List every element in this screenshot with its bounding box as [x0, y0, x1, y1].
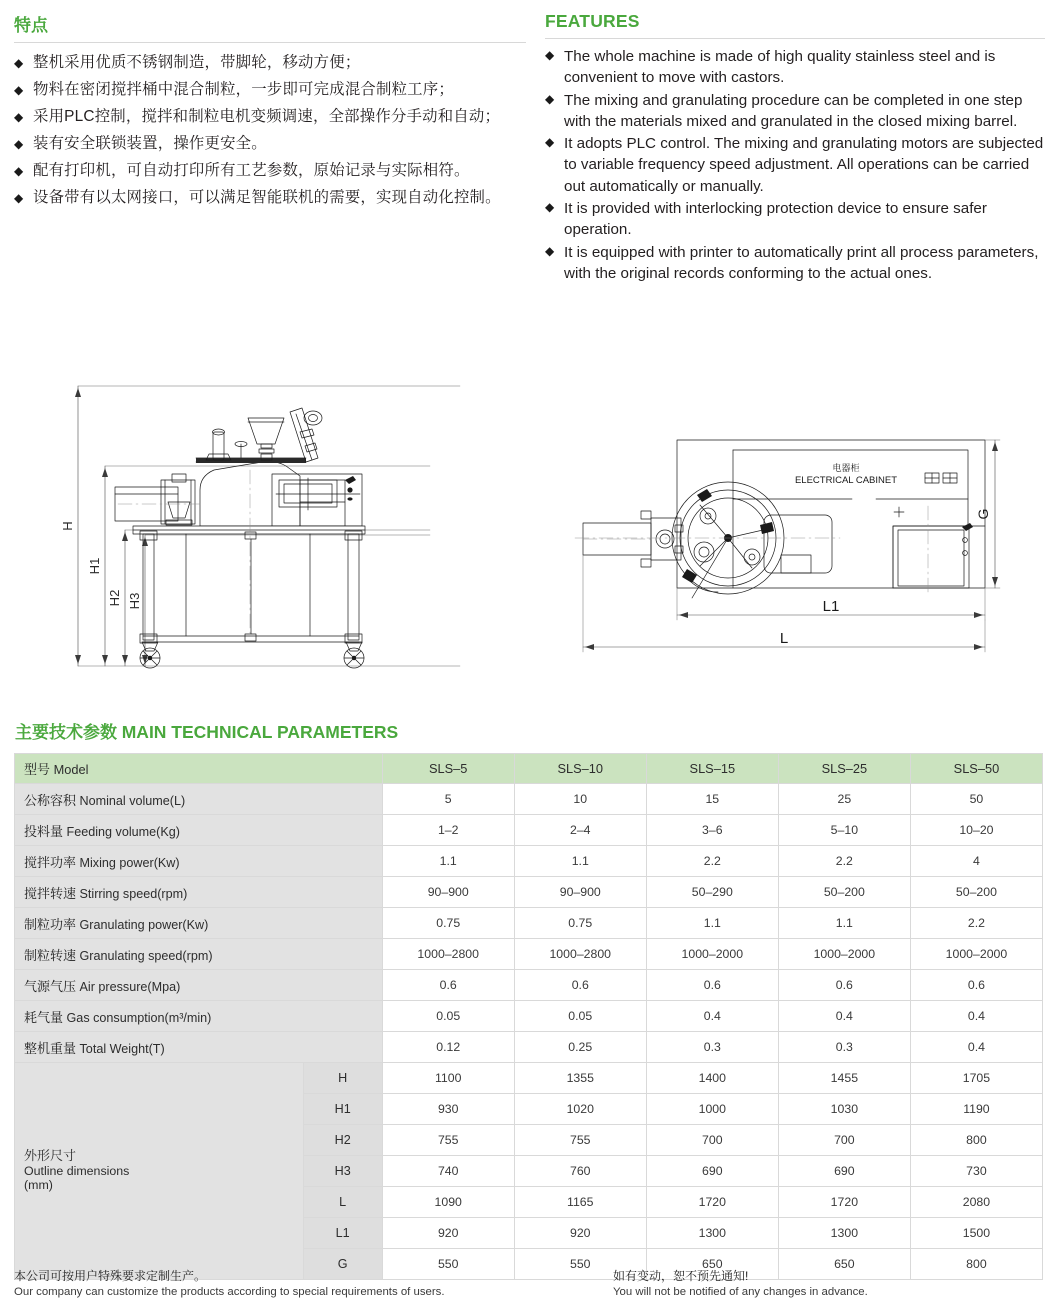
- row-label: [15, 846, 383, 877]
- row-label-cn: 整机重量: [24, 1040, 77, 1056]
- table-row: [15, 846, 1043, 877]
- cell: 1.1: [514, 846, 646, 877]
- table-title: [15, 718, 398, 743]
- dimension-row-name: H1: [303, 1094, 382, 1125]
- list-item: [545, 46, 1045, 89]
- cell: 50–200: [778, 877, 910, 908]
- dimension-row-name: G: [303, 1249, 382, 1280]
- cell: 1–2: [382, 815, 514, 846]
- dimension-row-name: L: [303, 1187, 382, 1218]
- cell: 90–900: [514, 877, 646, 908]
- table-row: [15, 1032, 1043, 1063]
- outline-dimensions-en: Outline dimensions: [24, 1163, 130, 1178]
- cell: 15: [646, 784, 778, 815]
- cell: 0.4: [646, 1001, 778, 1032]
- table-row: [15, 1001, 1043, 1032]
- cell: 50–290: [646, 877, 778, 908]
- row-label: [15, 970, 383, 1001]
- cell: 25: [778, 784, 910, 815]
- cell: 10–20: [910, 815, 1042, 846]
- cell: 1000–2000: [778, 939, 910, 970]
- row-label-cn: 公称容积: [24, 792, 77, 808]
- row-label-en: Total Weight(T): [79, 1041, 165, 1056]
- table-row: [15, 815, 1043, 846]
- cell: 1000–2800: [382, 939, 514, 970]
- row-label-cn: 制粒转速: [24, 947, 77, 963]
- cell: 0.3: [646, 1032, 778, 1063]
- list-item-text: 配有打印机，可自动打印所有工艺参数，原始记录与实际相符。: [33, 162, 470, 179]
- list-item-text: It is provided with interlocking protection device to ensure safer operation.: [564, 200, 987, 239]
- cell: 1.1: [646, 908, 778, 939]
- header-model-label-cn: 型号: [24, 762, 51, 777]
- cell: 2.2: [910, 908, 1042, 939]
- list-item-text: 物料在密闭搅拌桶中混合制粒，一步即可完成混合制粒工序；: [33, 81, 454, 98]
- cell: 90–900: [382, 877, 514, 908]
- cell: 5–10: [778, 815, 910, 846]
- list-item-text: It adopts PLC control. The mixing and granulating motors are subjected to variable frequency speed adjustment. All operations can be carried out automatically or manually.: [564, 135, 1044, 195]
- cell: 800: [910, 1125, 1042, 1156]
- cell: 1720: [778, 1187, 910, 1218]
- cell: 1300: [646, 1218, 778, 1249]
- list-item: [545, 90, 1045, 133]
- cell: 0.4: [778, 1001, 910, 1032]
- cell: 690: [778, 1156, 910, 1187]
- row-label-en: Air pressure(Mpa): [79, 979, 181, 994]
- row-label-en: Granulating power(Kw): [79, 917, 209, 932]
- row-label: [15, 908, 383, 939]
- row-label-en: Mixing power(Kw): [79, 855, 180, 870]
- cell: 1000–2000: [646, 939, 778, 970]
- diamond-bullet-icon: ◆: [14, 56, 24, 70]
- cell: 0.75: [514, 908, 646, 939]
- footer-right: [613, 1268, 868, 1300]
- technical-drawings: [0, 370, 1057, 700]
- diamond-bullet-icon: ◆: [545, 135, 555, 150]
- row-label-en: Gas consumption(m³/min): [66, 1010, 212, 1025]
- cell: 0.05: [514, 1001, 646, 1032]
- cell: 740: [382, 1156, 514, 1187]
- technical-drawings-svg: [0, 370, 1057, 700]
- cell: 1400: [646, 1063, 778, 1094]
- cell: 0.6: [382, 970, 514, 1001]
- cell: 1.1: [778, 908, 910, 939]
- cell: 1190: [910, 1094, 1042, 1125]
- cell: 1720: [646, 1187, 778, 1218]
- cell: 1.1: [382, 846, 514, 877]
- row-label: [15, 1001, 383, 1032]
- cell: 50: [910, 784, 1042, 815]
- cell: 10: [514, 784, 646, 815]
- electrical-cabinet-label-en: ELECTRICAL CABINET: [794, 475, 898, 486]
- row-label-cn: 搅拌转速: [24, 885, 77, 901]
- cell: 4: [910, 846, 1042, 877]
- side-elevation-drawing: [75, 386, 460, 668]
- row-label-en: Stirring speed(rpm): [79, 886, 188, 901]
- diamond-bullet-icon: ◆: [545, 91, 555, 106]
- diamond-bullet-icon: ◆: [14, 83, 24, 97]
- cell: 1100: [382, 1063, 514, 1094]
- list-item: [545, 133, 1045, 197]
- outline-dimensions-cn: 外形尺寸: [24, 1148, 77, 1164]
- footer-right-cn: 如有变动，恕不预先通知!: [613, 1269, 749, 1283]
- features-english-list: [545, 39, 1045, 284]
- column-header-model: SLS–5: [382, 754, 514, 784]
- header-model-label-en: Model: [53, 762, 89, 777]
- dimension-label-G: G: [975, 508, 991, 520]
- cell: 2.2: [646, 846, 778, 877]
- cell: 5: [382, 784, 514, 815]
- list-item-text: It is equipped with printer to automatically print all process parameters, with the original records conforming to the actual ones.: [564, 243, 1039, 282]
- diamond-bullet-icon: ◆: [14, 110, 24, 124]
- row-label: [15, 939, 383, 970]
- cell: 3–6: [646, 815, 778, 846]
- row-label: [15, 877, 383, 908]
- table-row: [15, 877, 1043, 908]
- row-label-en: Nominal volume(L): [79, 793, 186, 808]
- list-item-text: 整机采用优质不锈钢制造，带脚轮，移动方便；: [33, 54, 361, 71]
- row-label: [15, 784, 383, 815]
- footer-left: [14, 1268, 445, 1300]
- cell: 550: [514, 1249, 646, 1280]
- header-model-label: [15, 754, 383, 784]
- cell: 1500: [910, 1218, 1042, 1249]
- table-row: [15, 784, 1043, 815]
- cell: 690: [646, 1156, 778, 1187]
- row-label-en: Feeding volume(Kg): [66, 824, 180, 839]
- cell: 1165: [514, 1187, 646, 1218]
- row-label-cn: 耗气量: [24, 1009, 64, 1025]
- cell: 920: [514, 1218, 646, 1249]
- row-label-cn: 投料量: [24, 823, 64, 839]
- diamond-bullet-icon: ◆: [14, 191, 24, 205]
- list-item: [14, 104, 526, 130]
- features-chinese-title: 特点: [14, 16, 48, 35]
- cell: 1030: [778, 1094, 910, 1125]
- diamond-bullet-icon: ◆: [545, 243, 555, 258]
- cell: 50–200: [910, 877, 1042, 908]
- cell: 0.25: [514, 1032, 646, 1063]
- features-english-title: FEATURES: [545, 11, 640, 31]
- cell: 755: [514, 1125, 646, 1156]
- footer-left-cn: 本公司可按用户特殊要求定制生产。: [14, 1269, 207, 1283]
- table-title-cn: 主要技术参数: [15, 723, 117, 742]
- row-label-en: Granulating speed(rpm): [79, 948, 213, 963]
- diamond-bullet-icon: ◆: [14, 137, 24, 151]
- diamond-bullet-icon: ◆: [545, 48, 555, 62]
- column-header-model: SLS–10: [514, 754, 646, 784]
- row-label-cn: 制粒功率: [24, 916, 77, 932]
- column-header-model: SLS–15: [646, 754, 778, 784]
- list-item: [545, 198, 1045, 241]
- cell: 0.6: [514, 970, 646, 1001]
- table-row: [15, 908, 1043, 939]
- cell: 0.6: [910, 970, 1042, 1001]
- cell: 550: [382, 1249, 514, 1280]
- cell: 1705: [910, 1063, 1042, 1094]
- cell: 1000–2800: [514, 939, 646, 970]
- cell: 0.12: [382, 1032, 514, 1063]
- table-row: [15, 1063, 1043, 1094]
- list-item-text: 设备带有以太网接口，可以满足智能联机的需要，实现自动化控制。: [33, 189, 501, 206]
- cell: 920: [382, 1218, 514, 1249]
- cell: 650: [778, 1249, 910, 1280]
- electrical-cabinet-label-cn: 电器柜: [832, 463, 860, 473]
- cell: 700: [778, 1125, 910, 1156]
- list-item: [14, 131, 526, 157]
- features-english-column: [545, 0, 1045, 285]
- cell: 1300: [778, 1218, 910, 1249]
- row-label-cn: 气源气压: [24, 978, 77, 994]
- list-item: [14, 77, 526, 103]
- cell: 760: [514, 1156, 646, 1187]
- cell: 0.6: [778, 970, 910, 1001]
- cell: 1020: [514, 1094, 646, 1125]
- dimension-row-name: H2: [303, 1125, 382, 1156]
- footer-right-en: You will not be notified of any changes in advance.: [613, 1286, 868, 1298]
- dimension-label-L: L: [779, 630, 789, 647]
- top-plan-drawing: [575, 440, 1000, 652]
- row-label: [15, 1032, 383, 1063]
- dimension-label-H3: H3: [127, 592, 142, 610]
- cell: 2.2: [778, 846, 910, 877]
- cell: 650: [646, 1249, 778, 1280]
- cell: 2–4: [514, 815, 646, 846]
- cell: 800: [910, 1249, 1042, 1280]
- list-item: [14, 50, 526, 76]
- cell: 2080: [910, 1187, 1042, 1218]
- dimension-label-L1: L1: [822, 598, 840, 615]
- cell: 0.05: [382, 1001, 514, 1032]
- cell: 0.4: [910, 1001, 1042, 1032]
- outline-dimensions-unit: (mm): [24, 1178, 53, 1193]
- diamond-bullet-icon: ◆: [545, 200, 555, 215]
- cell: 1090: [382, 1187, 514, 1218]
- cell: 730: [910, 1156, 1042, 1187]
- cell: 1000–2000: [910, 939, 1042, 970]
- dimension-label-H2: H2: [107, 589, 122, 607]
- dimension-row-name: H: [303, 1063, 382, 1094]
- table-row: [15, 970, 1043, 1001]
- cell: 930: [382, 1094, 514, 1125]
- cell: 755: [382, 1125, 514, 1156]
- footer-left-en: Our company can customize the products according to special requirements of users.: [14, 1286, 445, 1298]
- dimension-row-name: L1: [303, 1218, 382, 1249]
- dimension-label-H: H: [60, 521, 75, 531]
- cell: 700: [646, 1125, 778, 1156]
- diamond-bullet-icon: ◆: [14, 164, 24, 178]
- cell: 0.3: [778, 1032, 910, 1063]
- cell: 1455: [778, 1063, 910, 1094]
- column-header-model: SLS–25: [778, 754, 910, 784]
- cell: 1000: [646, 1094, 778, 1125]
- cell: 0.4: [910, 1032, 1042, 1063]
- table-title-en: MAIN TECHNICAL PARAMETERS: [121, 722, 399, 742]
- list-item: [14, 185, 526, 211]
- cell: 0.75: [382, 908, 514, 939]
- technical-parameters-table: [14, 753, 1043, 1280]
- list-item-text: 装有安全联锁装置，操作更安全。: [33, 135, 267, 152]
- features-chinese-column: [14, 0, 526, 212]
- cell: 1355: [514, 1063, 646, 1094]
- list-item: [545, 242, 1045, 285]
- list-item: [14, 158, 526, 184]
- row-label: [15, 815, 383, 846]
- cell: 0.6: [646, 970, 778, 1001]
- dimension-row-name: H3: [303, 1156, 382, 1187]
- features-chinese-list: [14, 43, 526, 211]
- list-item-text: The mixing and granulating procedure can be completed in one step with the materials mixed and granulated in the closed mixing barrel.: [564, 91, 1023, 130]
- dimension-label-H1: H1: [87, 557, 102, 575]
- table-header-row: [15, 754, 1043, 784]
- list-item-text: The whole machine is made of high quality stainless steel and is convenient to move with castors.: [564, 48, 996, 87]
- list-item-text: 采用PLC控制，搅拌和制粒电机变频调速，全部操作分手动和自动；: [33, 108, 501, 125]
- column-header-model: SLS–50: [910, 754, 1042, 784]
- table-row: [15, 939, 1043, 970]
- outline-dimensions-group-label: [15, 1063, 304, 1280]
- row-label-cn: 搅拌功率: [24, 854, 77, 870]
